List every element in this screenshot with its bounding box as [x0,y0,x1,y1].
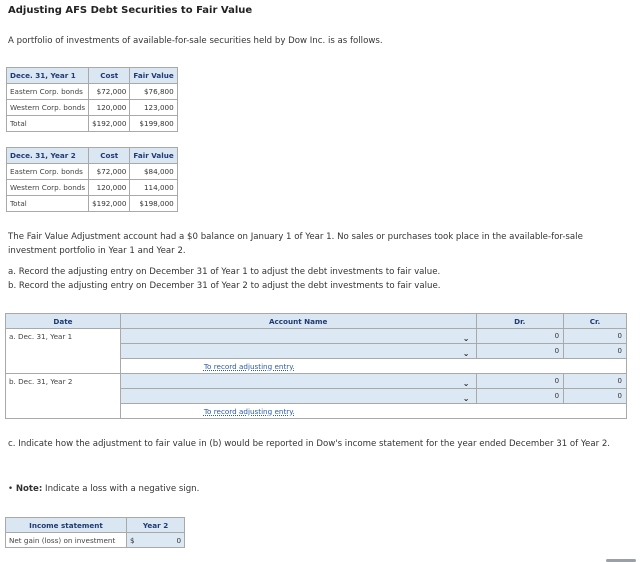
fair-value-cell: 114,000 [130,180,177,196]
fair-value-cell: $76,800 [130,84,177,100]
journal-header-date: Date [6,314,121,329]
debit-input[interactable]: 0 [476,374,564,389]
row-label: Eastern Corp. bonds [7,164,89,180]
entry-date-b: b. Dec. 31, Year 2 [6,374,121,419]
account-select[interactable] [120,389,476,404]
fair-value-cell: $84,000 [130,164,177,180]
table-row [7,180,178,196]
credit-input[interactable]: 0 [564,374,627,389]
income-header-label: Income statement [6,518,127,533]
credit-input[interactable]: 0 [564,329,627,344]
fair-value-cell: $198,000 [130,196,177,212]
table-row [6,533,185,548]
intro-text: A portfolio of investments of available-for-sale securities held by Dow Inc. is as follows. [8,36,383,46]
cost-cell: $192,000 [89,196,130,212]
page-title: Adjusting AFS Debt Securities to Fair Value [8,5,253,16]
table1-header-date: Dece. 31, Year 1 [7,68,89,84]
portfolio-table-year2 [6,147,178,212]
account-select[interactable] [120,329,476,344]
journal-header-dr: Dr. [476,314,564,329]
row-label: Eastern Corp. bonds [7,84,89,100]
table-row [6,374,627,389]
debit-input[interactable]: 0 [476,344,564,359]
entry-note-b: To record adjusting entry. [203,406,295,416]
chevron-down-icon[interactable]: ⌄ [462,378,470,388]
journal-header-cr: Cr. [564,314,627,329]
instruction-b: b. Record the adjusting entry on December 31 of Year 2 to adjust the debt investments to fair value. [8,281,441,291]
table1-header-fair-value: Fair Value [130,68,177,84]
context-paragraph: The Fair Value Adjustment account had a $0 balance on January 1 of Year 1. No sales or purchases took place in the available-for-sale investment portfolio in Year 1 and Year 2. [8,232,583,256]
table-row [7,196,178,212]
note-line [8,484,199,494]
entry-note-row [120,359,626,374]
fair-value-cell: $199,800 [130,116,177,132]
table-row [7,164,178,180]
net-gain-loss-input[interactable]: 0 [138,533,185,548]
table-row [7,84,178,100]
account-select[interactable] [120,344,476,359]
debit-input[interactable]: 0 [476,329,564,344]
entry-note-row [120,404,626,419]
instruction-c: c. Indicate how the adjustment to fair value in (b) would be reported in Dow's income statement for the year ended December 31 of Year 2. [8,439,611,449]
table-row [7,116,178,132]
row-label: Western Corp. bonds [7,100,89,116]
instruction-a: a. Record the adjusting entry on December 31 of Year 1 to adjust the debt investments to fair value. [8,267,441,277]
row-label: Total [7,196,89,212]
table-row [7,100,178,116]
table2-header-fair-value: Fair Value [130,148,177,164]
credit-input[interactable]: 0 [564,389,627,404]
entry-date-a: a. Dec. 31, Year 1 [6,329,121,374]
currency-symbol: $ [127,533,138,548]
note-text: Indicate a loss with a negative sign. [42,484,200,494]
chevron-down-icon[interactable]: ⌄ [462,393,470,403]
row-label: Western Corp. bonds [7,180,89,196]
cost-cell: $72,000 [89,84,130,100]
fair-value-cell: 123,000 [130,100,177,116]
entry-note-a: To record adjusting entry. [203,361,295,371]
note-label: Note: [15,484,43,494]
cost-cell: 120,000 [89,100,130,116]
table1-header-cost: Cost [89,68,130,84]
row-label: Total [7,116,89,132]
table2-header-cost: Cost [89,148,130,164]
income-header-year2: Year 2 [127,518,185,533]
credit-input[interactable]: 0 [564,344,627,359]
income-statement-table [5,517,185,548]
table2-header-date: Dece. 31, Year 2 [7,148,89,164]
portfolio-table-year1 [6,67,178,132]
account-select[interactable] [120,374,476,389]
cost-cell: $192,000 [89,116,130,132]
debit-input[interactable]: 0 [476,389,564,404]
chevron-down-icon[interactable]: ⌄ [462,333,470,343]
cost-cell: 120,000 [89,180,130,196]
cost-cell: $72,000 [89,164,130,180]
journal-entry-table [5,313,627,419]
income-row-label: Net gain (loss) on investment [6,533,127,548]
table-row [6,329,627,344]
journal-header-account: Account Name [120,314,476,329]
bullet-icon: • [8,484,14,494]
chevron-down-icon[interactable]: ⌄ [462,348,470,358]
